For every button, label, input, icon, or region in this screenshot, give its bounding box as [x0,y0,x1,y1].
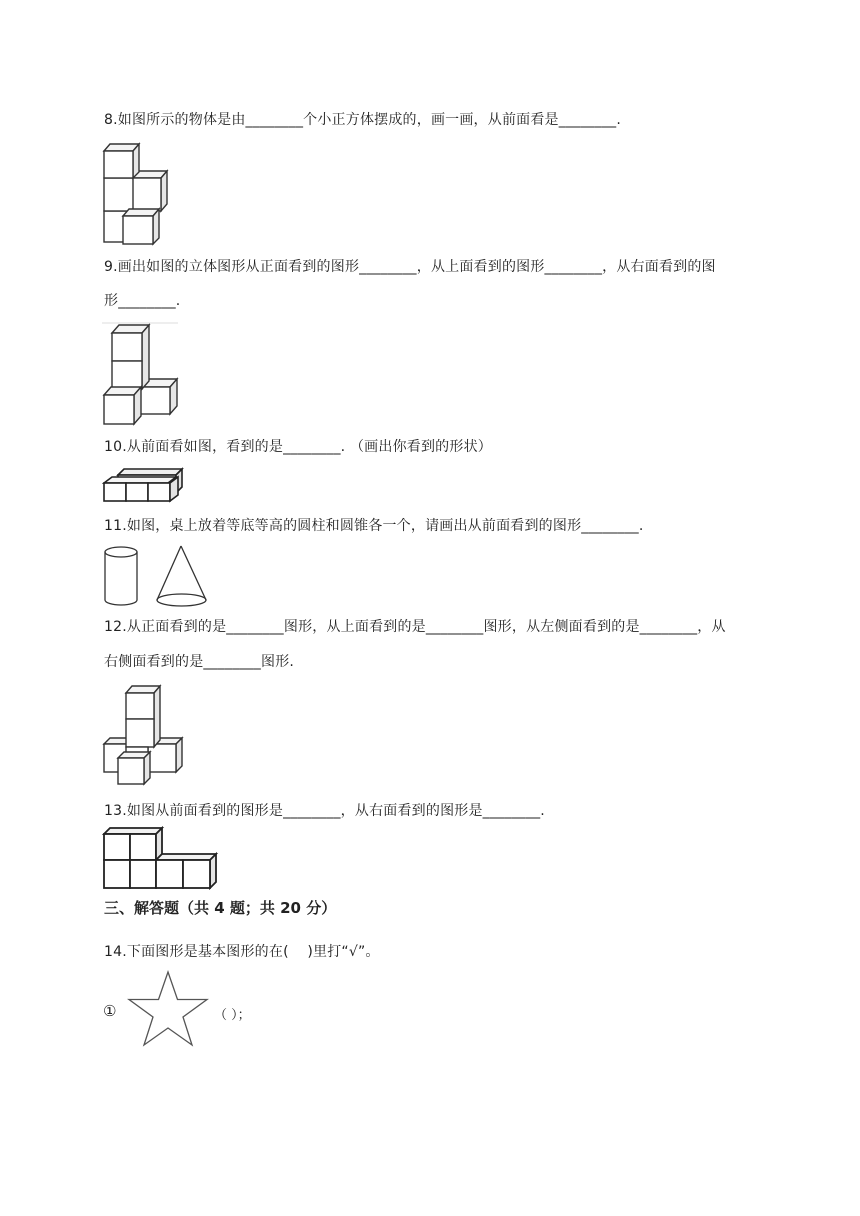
question-14: 14.下面图形是基本图形的在( )里打“√”。 [104,944,380,960]
question-9-line-1: 9.画出如图的立体图形从正面看到的图形________，从上面看到的图形________，从右面看到的图 [104,259,716,275]
cylinder-top [105,547,137,557]
question-9-line-2: 形________. [104,293,181,309]
option-1-answer-paren[interactable]: （ ）； [214,1008,251,1023]
question-10: 10.从前面看如图，看到的是________. （画出你看到的形状） [104,439,492,455]
question-13: 13.如图从前面看到的图形是________，从右面看到的图形是________. [104,803,545,819]
question-12-line-1: 12.从正面看到的是________图形，从上面看到的是________图形，从左侧面看到的是________，从 [104,619,726,635]
q10-cube-row-figure [102,465,186,505]
option-1-marker: ① [103,1002,117,1020]
q9-cube-figure [102,321,182,427]
q11-cylinder-cone-figure [102,544,212,610]
q12-cube-figure [102,684,186,788]
question-11: 11.如图，桌上放着等底等高的圆柱和圆锥各一个，请画出从前面看到的图形________. [104,518,644,534]
question-12-line-2: 右侧面看到的是________图形. [104,654,295,670]
q14-star-figure [127,970,209,1048]
q8-cube-figure [102,142,172,246]
question-8: 8.如图所示的物体是由________个小正方体摆成的，画一画，从前面看是________. [104,112,622,128]
star-shape [129,972,207,1045]
section-3-title: 三、解答题（共 4 题；共 20 分） [104,899,337,917]
q13-cube-figure [102,826,222,890]
